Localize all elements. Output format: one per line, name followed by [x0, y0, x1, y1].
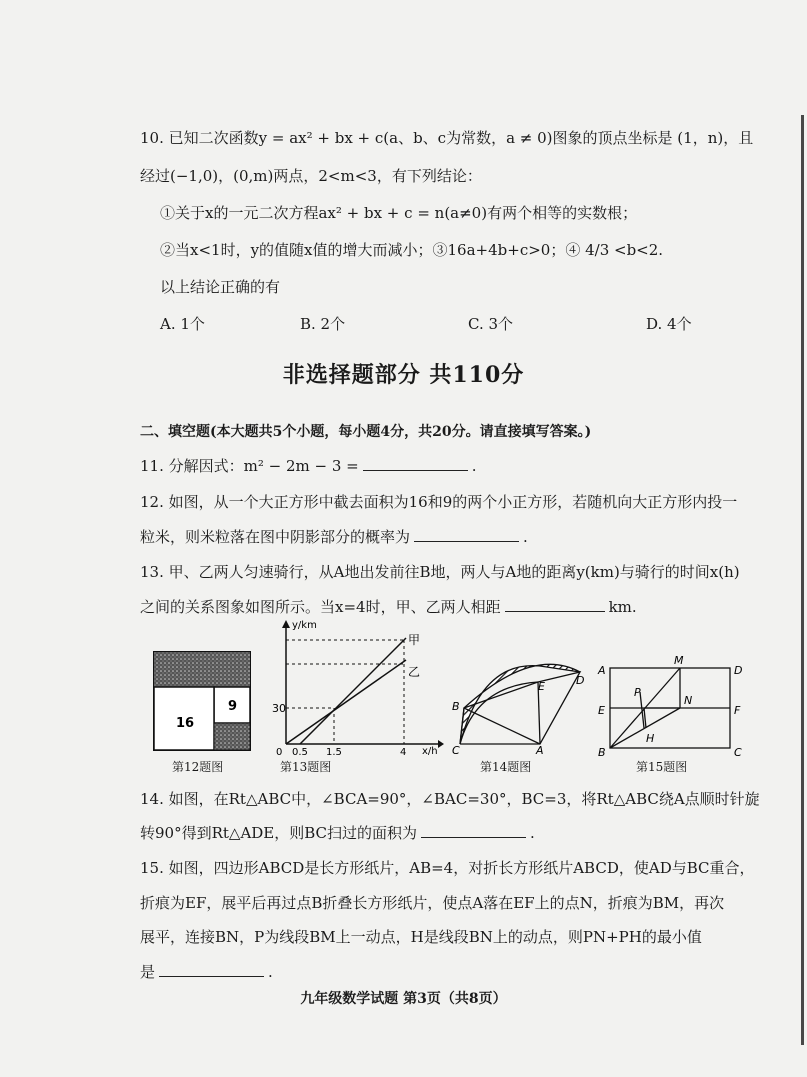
- q14-period: .: [530, 824, 535, 842]
- q15-line1: 15. 如图，四边形ABCD是长方形纸片，AB=4，对折长方形纸片ABCD，使AD与BC重合，: [140, 859, 755, 877]
- label-N: N: [684, 694, 693, 707]
- label-H: H: [646, 732, 655, 745]
- q12-text: 粒米，则米粒落在图中阴影部分的概率为: [140, 528, 411, 546]
- fig13-caption: 第13题图: [280, 760, 332, 774]
- fig15-caption: 第15题图: [636, 760, 688, 774]
- figure-14: [448, 652, 596, 756]
- label-D: D: [576, 674, 585, 687]
- section-title: 非选择题部分 共110分: [282, 362, 525, 388]
- x-axis-label: x/h: [422, 746, 438, 756]
- q12-answer-blank[interactable]: [414, 527, 519, 542]
- q13-answer-blank[interactable]: [505, 597, 605, 612]
- q11-answer-blank[interactable]: [363, 456, 468, 471]
- q10-option-a: A. 1个: [160, 315, 205, 333]
- q13-line2: [140, 597, 637, 617]
- q11-line: [140, 456, 477, 476]
- x-axis-arrow: [438, 740, 444, 748]
- y-tick-30: 30: [272, 702, 286, 715]
- q13-unit: km.: [608, 598, 637, 616]
- q10-option-b: B. 2个: [300, 315, 346, 333]
- q14-line1: 14. 如图，在Rt△ABC中，∠BCA=90°，∠BAC=30°，BC=3，将Rt△ABC绕A点顺时针旋: [140, 790, 760, 808]
- label-E: E: [598, 704, 605, 717]
- q10-line2: 经过(−1,0)，(0,m)两点，2<m<3，有下列结论：: [140, 167, 482, 185]
- label-B: B: [598, 746, 606, 756]
- figure-15: [594, 652, 750, 756]
- q15-line4: [140, 962, 273, 982]
- page-footer: 九年级数学试题 第3页（共8页）: [300, 991, 507, 1007]
- page-edge-shadow: [801, 115, 804, 1045]
- q15-answer-blank[interactable]: [159, 962, 264, 977]
- q15-period: .: [268, 963, 273, 981]
- q10-statement-1: ①关于x的一元二次方程ax² + bx + c = n(a≠0)有两个相等的实数根；: [160, 204, 638, 222]
- q14-line2: [140, 823, 535, 843]
- y-axis-label: y/km: [292, 620, 317, 631]
- x-tick-0: 0: [276, 747, 283, 756]
- label-P: P: [634, 686, 641, 699]
- line-jia: [300, 638, 406, 744]
- q12-line1: 12. 如图，从一个大正方形中截去面积为16和9的两个小正方形，若随机向大正方形内投一: [140, 493, 738, 511]
- q15-line3: 展平，连接BN，P为线段BM上一动点，H是线段BN上的动点，则PN+PH的最小值: [140, 928, 702, 946]
- q10-option-c: C. 3个: [468, 315, 514, 333]
- q15-text: 是: [140, 963, 156, 981]
- label-C: C: [452, 744, 460, 756]
- label-D: D: [734, 664, 743, 677]
- q13-line1: 13. 甲、乙两人匀速骑行，从A地出发前往B地，两人与A地的距离y(km)与骑行的时间x(h): [140, 563, 740, 581]
- q10-option-d: D. 4个: [646, 315, 692, 333]
- y-axis-arrow: [282, 620, 290, 628]
- x-tick-1-5: 1.5: [326, 747, 342, 756]
- q10-statements-2-4: ②当x<1时，y的值随x值的增大而减小；③16a+4b+c>0；④ 4/3 <b<2.: [160, 241, 664, 259]
- label-yi: 乙: [408, 665, 421, 679]
- q13-text: 之间的关系图象如图所示。当x=4时，甲、乙两人相距: [140, 598, 501, 616]
- label-B: B: [452, 700, 460, 713]
- figure-13-graph: [266, 618, 446, 756]
- fig14-caption: 第14题图: [480, 760, 532, 774]
- q12-line2: [140, 527, 528, 547]
- q11-period: .: [471, 457, 477, 475]
- q10-line1: 10. 已知二次函数y = ax² + bx + c(a、b、c为常数，a ≠ 0)图象的顶点坐标是 (1，n)，且: [140, 129, 754, 147]
- label-M: M: [674, 654, 684, 667]
- label-A: A: [598, 664, 606, 677]
- x-tick-0-5: 0.5: [292, 747, 308, 756]
- label-9: 9: [228, 699, 238, 714]
- label-C: C: [734, 746, 742, 756]
- fig12-caption: 第12题图: [172, 760, 224, 774]
- label-jia: 甲: [408, 633, 421, 647]
- line-yi: [286, 660, 406, 744]
- q12-period: .: [523, 528, 528, 546]
- label-E: E: [538, 680, 545, 693]
- shaded-top: [154, 652, 250, 687]
- q15-line2: 折痕为EF，展平后再过点B折叠长方形纸片，使点A落在EF上的点N，折痕为BM，再次: [140, 894, 725, 912]
- part2-header: 二、填空题(本大题共5个小题，每小题4分，共20分。请直接填写答案。): [140, 424, 592, 440]
- q11-text: 11. 分解因式：m² − 2m − 3 =: [140, 457, 359, 475]
- q14-text: 转90°得到Rt△ADE，则BC扫过的面积为: [140, 824, 418, 842]
- q10-prompt: 以上结论正确的有: [160, 278, 281, 296]
- q14-answer-blank[interactable]: [421, 823, 526, 838]
- shaded-corner: [214, 723, 250, 750]
- x-tick-4: 4: [400, 747, 407, 756]
- label-16: 16: [176, 716, 195, 731]
- segment-ba: [464, 708, 540, 744]
- label-A: A: [536, 744, 544, 756]
- figure-12: [152, 650, 252, 754]
- inner-arc: [460, 682, 538, 744]
- label-F: F: [734, 704, 741, 717]
